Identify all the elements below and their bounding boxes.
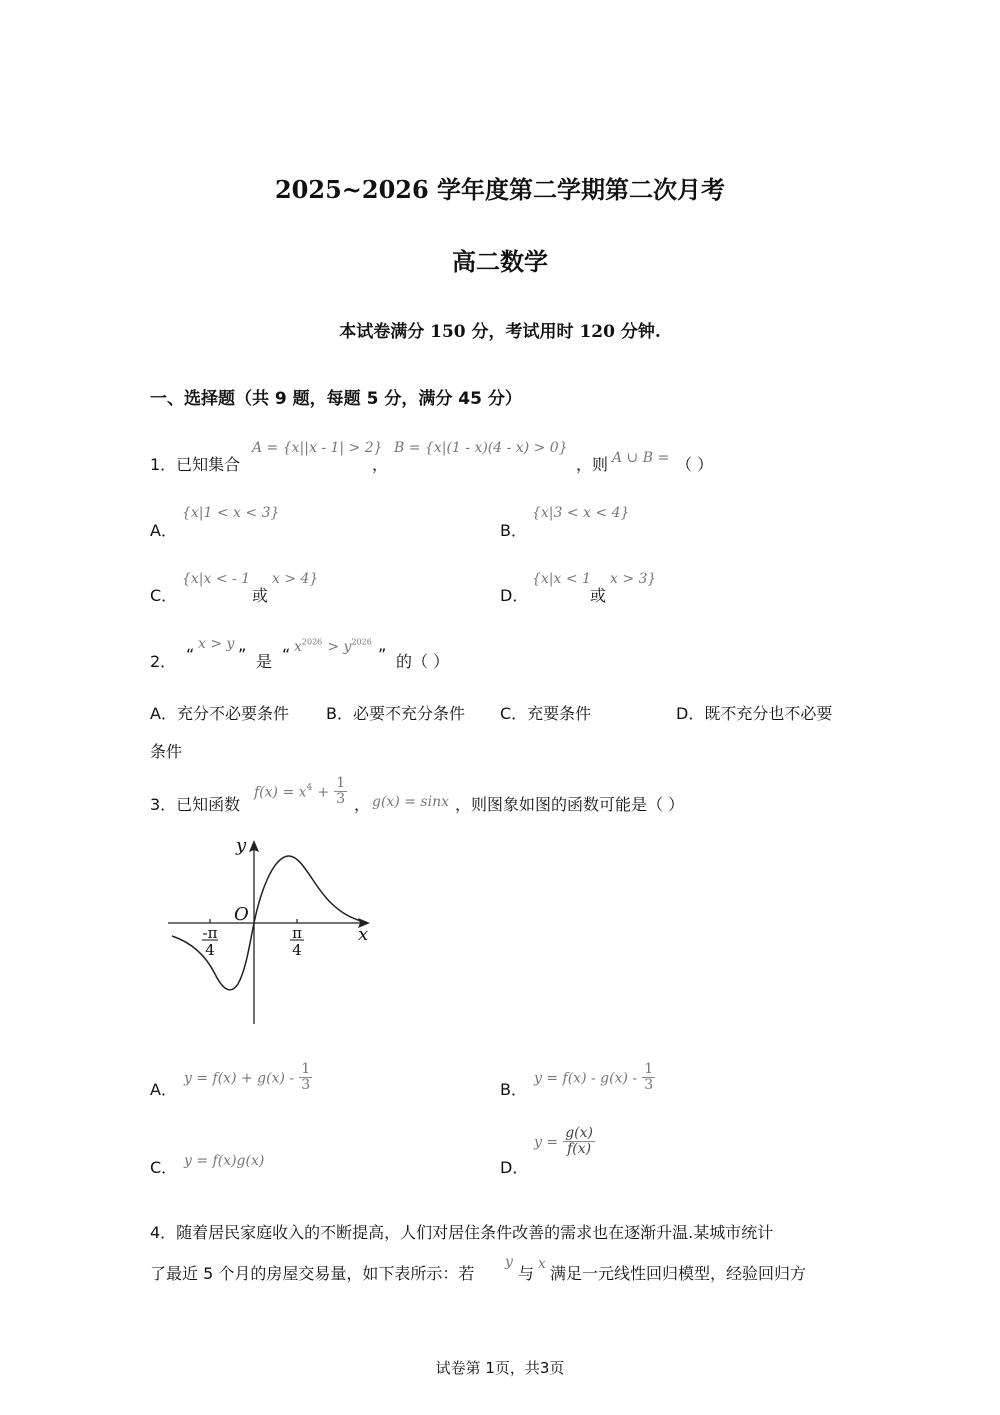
q2-option-a: A．充分不必要条件	[150, 704, 289, 723]
q1-prefix: 1．已知集合	[150, 455, 241, 474]
q3-f-expr: f(x) = x	[254, 784, 307, 801]
q1-paren: （ ）	[676, 455, 714, 474]
q1-option-d-or: 或	[590, 586, 607, 605]
q3-option-b-fraction	[642, 1062, 655, 1094]
page-footer: 试卷第 1页，共3页	[435, 1359, 565, 1377]
q2-cond-2-gt-y: > y	[327, 639, 352, 655]
q3-option-d-fraction	[563, 1126, 595, 1158]
graph-pos-tick-num: π	[292, 924, 302, 942]
graph-neg-tick-num: -π	[202, 924, 218, 942]
q2-option-c: C．充要条件	[500, 704, 592, 723]
q3-option-d-y: y =	[534, 1134, 559, 1151]
q1-option-d-label: D．	[500, 586, 529, 605]
q2-quote-close-1: ”	[238, 645, 247, 664]
q2-cond-2-exp-1: 2026	[301, 637, 323, 647]
q2-cond-2-x: x	[294, 639, 302, 655]
q3-option-a-num: 1	[301, 1061, 311, 1077]
q1-option-b: {x|3 < x < 4}	[532, 505, 630, 521]
graph-pos-tick-den: 4	[292, 941, 302, 959]
q4-line-2-start: 了最近 5 个月的房屋交易量，如下表所示：若	[150, 1264, 475, 1283]
q2-cond-1: x > y	[198, 636, 235, 652]
q2-quote-open-2: “	[282, 645, 291, 664]
q4-line-1: 4．随着居民家庭收入的不断提高，人们对居住条件改善的需求也在逐渐升温.某城市统计	[150, 1223, 774, 1242]
q2-prefix: 2．	[150, 652, 177, 671]
q2-cond-2	[294, 636, 372, 655]
q2-quote-open-1: “	[186, 645, 195, 664]
q1-comma: ，	[372, 455, 389, 474]
q3-option-d-den: f(x)	[567, 1141, 592, 1158]
function-graph	[160, 834, 380, 1030]
q3-comma: ，	[354, 795, 371, 814]
q1-option-c-part1: {x|x < - 1	[182, 571, 251, 587]
q3-option-a-den: 3	[301, 1077, 311, 1094]
q3-option-b-num: 1	[644, 1061, 654, 1077]
q1-option-d-part2: x > 3}	[610, 571, 657, 587]
q2-suffix: 的（ ）	[396, 652, 450, 671]
q1-option-a: {x|1 < x < 3}	[182, 505, 280, 521]
q3-prefix: 3．已知函数	[150, 795, 241, 814]
q3-option-d-label: D．	[500, 1158, 529, 1177]
q2-is: 是	[256, 652, 273, 671]
exam-subject: 高二数学	[452, 247, 548, 276]
q1-option-b-label: B．	[500, 521, 527, 540]
section-heading: 一、选择题（共 9 题，每题 5 分，满分 45 分）	[150, 389, 522, 409]
q3-f-fraction	[334, 776, 347, 808]
q3-option-a-label: A．	[150, 1080, 177, 1099]
exam-title: 2025~2026 学年度第二学期第二次月考	[274, 175, 726, 204]
q1-union: A ∪ B =	[612, 450, 670, 466]
q1-set-a: A = {x||x - 1| > 2}	[252, 440, 383, 456]
graph-neg-tick-den: 4	[205, 941, 215, 959]
q1-option-a-label: A．	[150, 521, 177, 540]
q3-f-plus: +	[317, 784, 330, 801]
q4-and: 与	[518, 1264, 535, 1283]
graph-origin-label: O	[234, 904, 249, 925]
q3-f-frac-num: 1	[336, 775, 346, 791]
q2-option-b: B．必要不充分条件	[326, 704, 465, 723]
q3-option-b-label: B．	[500, 1080, 527, 1099]
q3-suffix: ，则图象如图的函数可能是（ ）	[455, 795, 685, 814]
q2-quote-close-2: ”	[378, 645, 387, 664]
q1-set-b: B = {x|(1 - x)(4 - x) > 0}	[394, 440, 568, 456]
q3-option-c: y = f(x)g(x)	[184, 1153, 265, 1169]
q3-f-frac-den: 3	[336, 791, 346, 808]
q3-f-definition	[254, 776, 347, 808]
q3-option-c-label: C．	[150, 1158, 178, 1177]
graph-x-label: x	[358, 924, 369, 945]
q2-option-d: D．既不充分也不必要	[676, 704, 833, 723]
q4-line-2-end: 满足一元线性回归模型，经验回归方	[550, 1264, 807, 1283]
q2-option-d-continued: 条件	[150, 742, 183, 761]
q3-option-a	[184, 1062, 312, 1094]
q3-option-d	[534, 1126, 595, 1158]
q3-option-b-den: 3	[644, 1077, 654, 1094]
q1-option-c-or: 或	[252, 586, 269, 605]
q3-option-b	[534, 1062, 655, 1094]
q1-option-c-part2: x > 4}	[272, 571, 319, 587]
q3-option-d-num: g(x)	[565, 1125, 593, 1141]
q4-var-y: y	[505, 1254, 513, 1270]
q4-var-x: x	[538, 1256, 546, 1272]
graph-y-label: y	[236, 835, 247, 856]
q1-then: ，则	[576, 455, 609, 474]
exam-note: 本试卷满分 150 分，考试用时 120 分钟.	[339, 322, 661, 342]
q1-option-d-part1: {x|x < 1	[532, 571, 591, 587]
q3-g-definition: g(x) = sinx	[372, 794, 449, 810]
q3-option-b-expr: y = f(x) - g(x) -	[534, 1070, 638, 1087]
q3-option-a-expr: y = f(x) + g(x) -	[184, 1070, 295, 1087]
q1-option-c-label: C．	[150, 586, 178, 605]
q3-option-a-fraction	[299, 1062, 312, 1094]
q3-f-exponent: 4	[306, 783, 313, 794]
q2-cond-2-exp-2: 2026	[351, 637, 372, 647]
